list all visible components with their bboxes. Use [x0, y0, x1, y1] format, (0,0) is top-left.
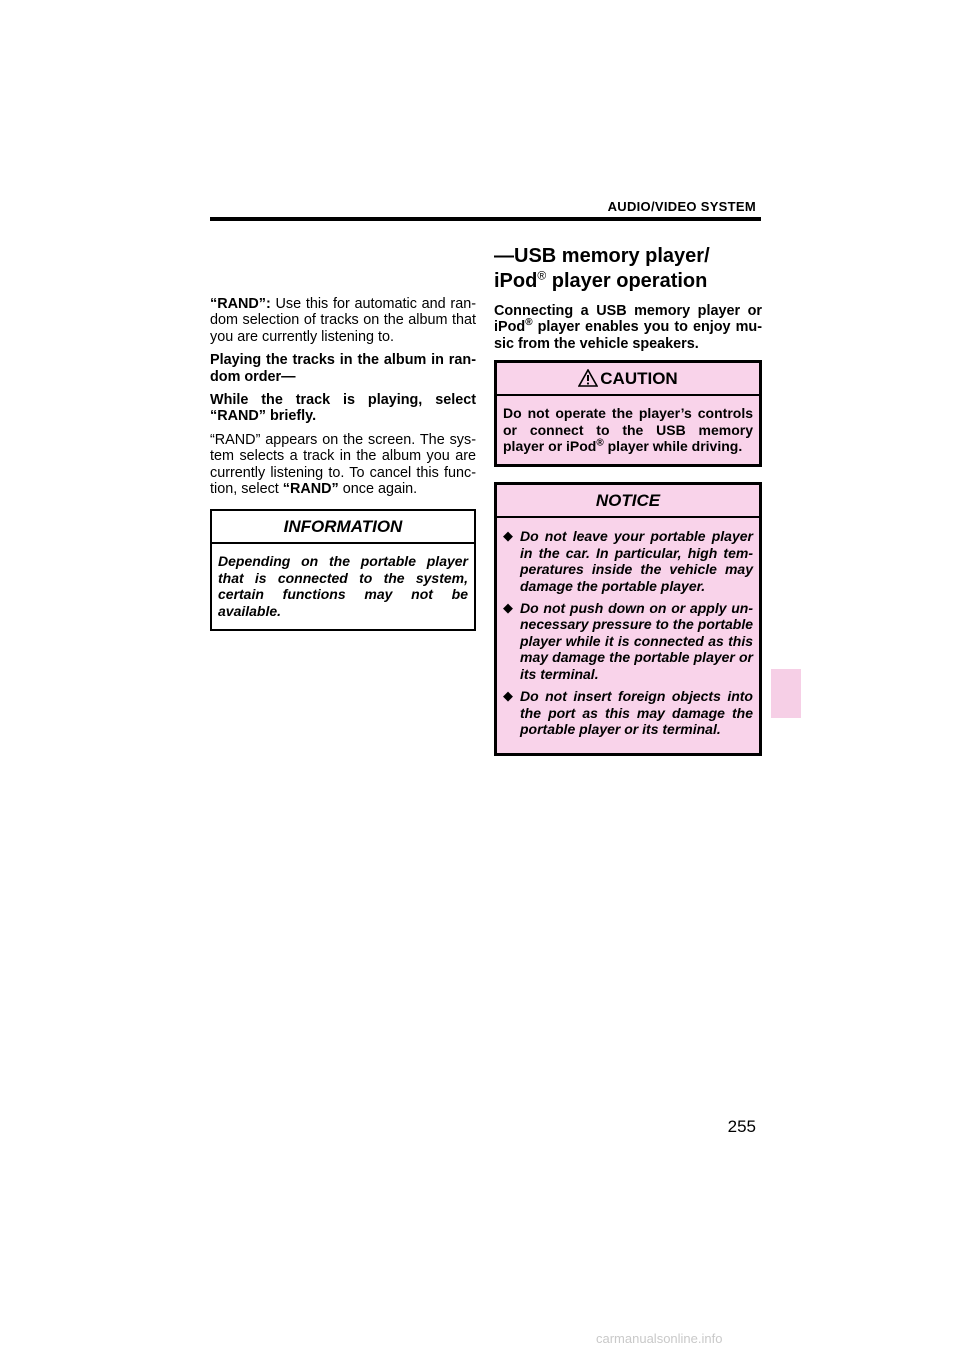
rand-paragraph: [210, 296, 476, 345]
notice-box: [494, 482, 762, 756]
notice-item-text: Do not push down on or apply un- necessary pressure to the portable player while it is connected as this may damage the portable player or its terminal.: [520, 600, 753, 682]
procedure-body: [210, 432, 476, 498]
information-box: [210, 509, 476, 631]
information-text: Depending on the portable player that is connected to the system, certain functions may not be available.: [218, 553, 468, 619]
left-column: [210, 296, 476, 631]
header-rule: [210, 217, 761, 221]
procedure-body-bold: “RAND”: [282, 481, 339, 498]
procedure-body-end: once again.: [338, 481, 418, 498]
section-title-line1: —USB memory player/: [494, 245, 710, 267]
caution-text: [503, 405, 753, 454]
caution-title: CAUTION: [600, 369, 678, 389]
diamond-bullet-icon: ◆: [503, 600, 513, 616]
caution-header: [497, 363, 759, 396]
warning-triangle-icon: [578, 369, 598, 387]
information-title: INFORMATION: [212, 511, 474, 544]
caution-box: [494, 360, 762, 467]
notice-title: NOTICE: [497, 485, 759, 518]
section-title-ipod: iPod: [494, 270, 538, 292]
notice-item: [503, 688, 753, 737]
chapter-side-tab: [771, 669, 801, 718]
rand-label: “RAND”:: [210, 296, 271, 312]
section-title-rest: player operation: [546, 270, 708, 292]
registered-mark: ®: [596, 437, 604, 449]
procedure-heading: Playing the tracks in the album in ran- dom order—: [210, 352, 476, 385]
notice-item: [503, 528, 753, 594]
page-number: 255: [727, 1117, 756, 1136]
procedure-body-text: “RAND” appears on the screen. The sys- tem selects a track in the album you are currently listening to. To cancel this func- tion, select: [210, 431, 476, 498]
section-title-line2: [494, 269, 762, 294]
caution-text-b: player while driving.: [603, 438, 743, 455]
diamond-bullet-icon: ◆: [503, 528, 513, 544]
intro-text: Connecting a USB memory player or iPod: [494, 303, 762, 336]
registered-mark: ®: [537, 268, 547, 283]
watermark: carmanualsonline.info: [596, 1331, 723, 1346]
caution-text-a: Do not operate the player’s controls or connect to the USB memory player or iPod: [503, 405, 753, 455]
procedure-step: While the track is playing, select “RAND” briefly.: [210, 392, 476, 425]
registered-mark: ®: [525, 317, 533, 329]
notice-item-text: Do not leave your portable player in the car. In particular, high tem- peratures inside the vehicle may damage the portable player.: [520, 528, 753, 594]
rand-description: Use this for automatic and ran- dom selection of tracks on the album that you are currently listening to.: [210, 296, 476, 345]
diamond-bullet-icon: ◆: [503, 688, 513, 704]
running-header: AUDIO/VIDEO SYSTEM: [607, 199, 756, 214]
intro-text-end: player enables you to enjoy mu- sic from the vehicle speakers.: [494, 319, 762, 352]
right-column: [494, 244, 762, 756]
notice-item-text: Do not insert foreign objects into the port as this may damage the portable player or its terminal.: [520, 688, 753, 737]
section-title: [494, 244, 762, 294]
notice-item: [503, 600, 753, 682]
intro-paragraph: [494, 303, 762, 352]
